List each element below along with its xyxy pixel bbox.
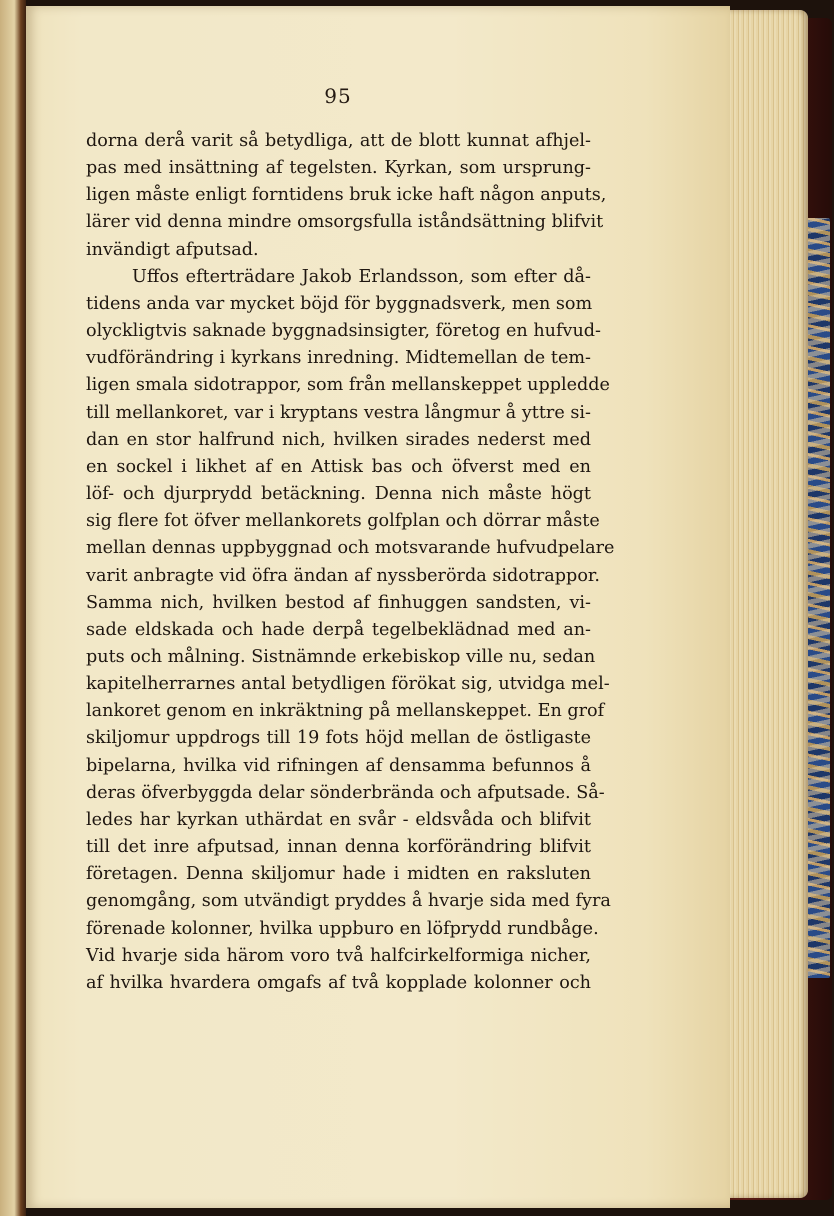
- text-line: varit anbragte vid öfra ändan af nyssberörda sidotrappor.: [86, 565, 600, 586]
- text-line: kapitelherrarnes antal betydligen förökat sig, utvidga mel-: [86, 674, 610, 695]
- text-line: företagen. Denna skiljomur hade i midten en raksluten: [86, 864, 591, 885]
- text-line: Uffos efterträdare Jakob Erlandsson, som efter då-: [132, 266, 591, 287]
- text-line: förenade kolonner, hvilka uppburo en löfprydd rundbåge.: [86, 918, 599, 939]
- text-line: sig flere fot öfver mellankorets golfplan och dörrar måste: [86, 511, 600, 532]
- text-line: Vid hvarje sida härom voro två halfcirkelformiga nicher,: [86, 945, 591, 966]
- left-page-edge: [0, 0, 26, 1216]
- text-line: Samma nich, hvilken bestod af finhuggen sandsten, vi-: [86, 592, 591, 613]
- text-line: puts och målning. Sistnämnde erkebiskop ville nu, sedan: [86, 646, 596, 667]
- text-line: tidens anda var mycket böjd för byggnadsverk, men som: [86, 293, 593, 314]
- text-line: till det inre afputsad, innan denna korförändring blifvit: [86, 837, 591, 858]
- text-line: en sockel i likhet af en Attisk bas och öfverst med en: [86, 456, 591, 477]
- text-line: genomgång, som utvändigt pryddes å hvarje sida med fyra: [86, 891, 611, 912]
- page-block-edge: [726, 10, 808, 1198]
- text-line: sade eldskada och hade derpå tegelbeklädnad med an-: [86, 619, 591, 640]
- text-line: mellan dennas uppbyggnad och motsvarande hufvudpelare: [86, 538, 615, 559]
- text-line: till mellankoret, var i kryptans vestra långmur å yttre si-: [86, 402, 591, 423]
- text-line: löf- och djurprydd betäckning. Denna nich måste högt: [86, 484, 591, 505]
- text-line: pas med insättning af tegelsten. Kyrkan, som ursprung-: [86, 158, 591, 179]
- text-line: invändigt afputsad.: [86, 239, 259, 260]
- text-line: skiljomur uppdrogs till 19 fots höjd mellan de östligaste: [86, 728, 591, 749]
- text-line: bipelarna, hvilka vid rifningen af densamma befunnos å: [86, 755, 591, 776]
- text-line: lankoret genom en inkräktning på mellanskeppet. En grof: [86, 701, 605, 722]
- text-line: af hvilka hvardera omgafs af två kopplade kolonner och: [86, 972, 591, 993]
- text-line: olyckligtvis saknade byggnadsinsigter, företog en hufvud-: [86, 321, 602, 342]
- page-number: 95: [324, 84, 352, 108]
- text-line: lärer vid denna mindre omsorgsfulla iståndsättning blifvit: [86, 212, 604, 233]
- text-line: ledes har kyrkan uthärdat en svår - eldsvåda och blifvit: [86, 809, 591, 830]
- text-line: ligen smala sidotrappor, som från mellanskeppet uppledde: [86, 375, 610, 396]
- body-text: [86, 128, 615, 997]
- text-line: dorna derå varit så betydliga, att de blott kunnat afhjel-: [86, 131, 591, 151]
- text-line: vudförändring i kyrkans inredning. Midtemellan de tem-: [86, 348, 591, 369]
- marbled-edge: [806, 218, 830, 978]
- text-line: dan en stor halfrund nich, hvilken sirades nederst med: [86, 429, 591, 450]
- text-line: deras öfverbyggda delar sönderbrända och afputsade. Så-: [86, 782, 605, 803]
- text-line: ligen måste enligt forntidens bruk icke haft någon anputs,: [86, 185, 607, 206]
